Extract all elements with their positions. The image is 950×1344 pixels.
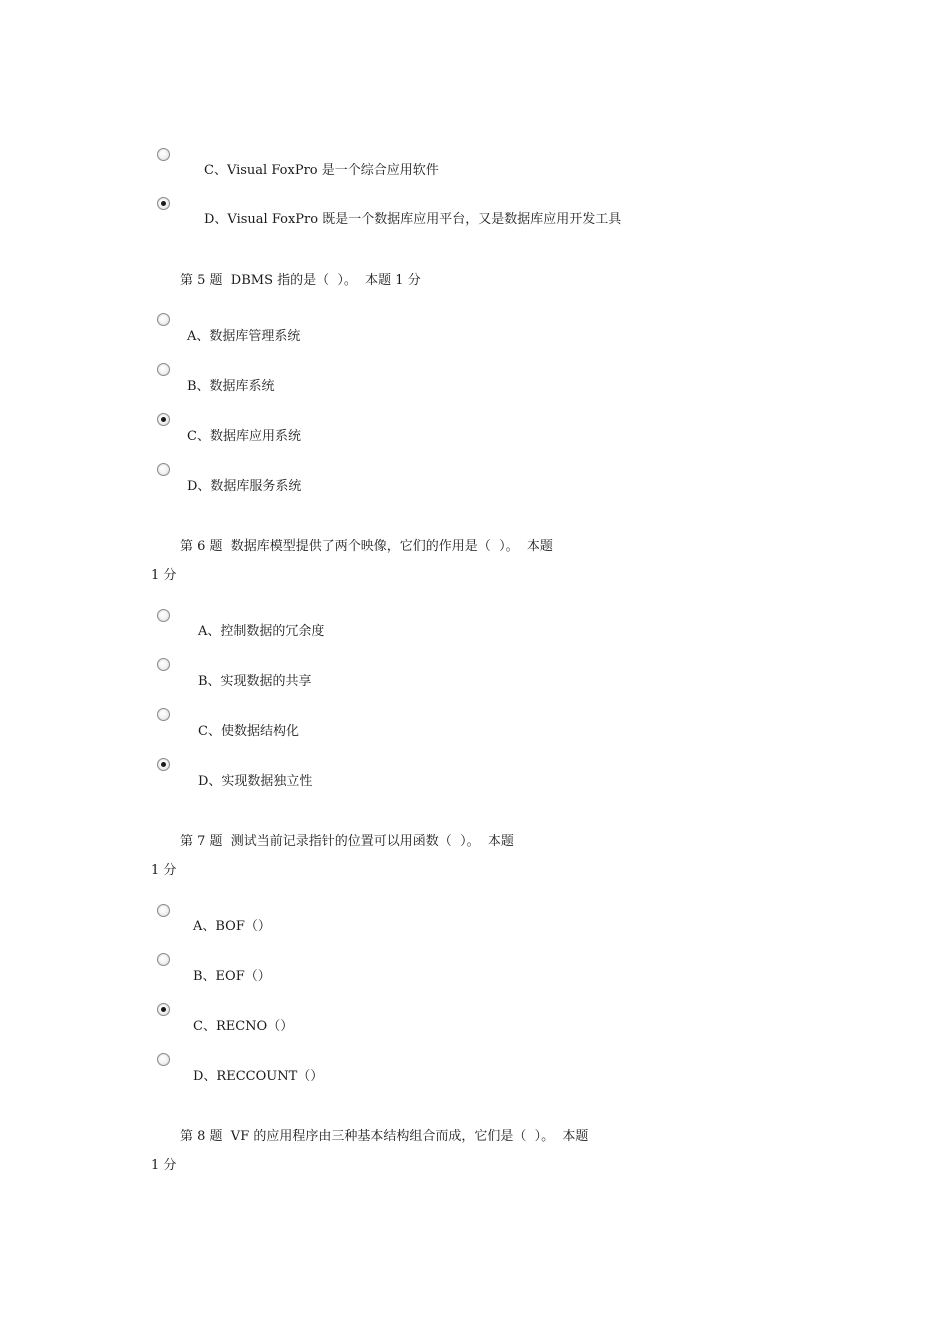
radio-q4-d[interactable] (157, 197, 170, 210)
option-q4-d: D、Visual FoxPro 既是一个数据库应用平台，又是数据库应用开发工具 (204, 212, 622, 227)
radio-q5-b[interactable] (157, 363, 170, 376)
option-q6-b: B、实现数据的共享 (198, 674, 312, 689)
question-5: 第 5 题 DBMS 指的是（ ）。 本题 1 分 (180, 273, 421, 288)
option-q6-a: A、控制数据的冗余度 (198, 624, 325, 639)
radio-q5-a[interactable] (157, 313, 170, 326)
radio-q6-a[interactable] (157, 609, 170, 622)
option-q5-d: D、数据库服务系统 (187, 479, 302, 494)
option-q4-c: C、Visual FoxPro 是一个综合应用软件 (204, 163, 439, 178)
radio-q7-c[interactable] (157, 1003, 170, 1016)
option-q6-d: D、实现数据独立性 (198, 774, 313, 789)
question-7-score: 1 分 (151, 863, 177, 878)
radio-q7-a[interactable] (157, 904, 170, 917)
option-q7-d: D、RECCOUNT（） (193, 1069, 324, 1084)
radio-selected-dot (161, 417, 166, 422)
radio-q6-b[interactable] (157, 658, 170, 671)
radio-q6-c[interactable] (157, 708, 170, 721)
radio-selected-dot (161, 762, 166, 767)
option-q5-b: B、数据库系统 (187, 379, 275, 394)
radio-q6-d[interactable] (157, 758, 170, 771)
radio-q5-c[interactable] (157, 413, 170, 426)
question-8-score: 1 分 (151, 1158, 177, 1173)
question-8: 第 8 题 VF 的应用程序由三种基本结构组合而成，它们是（ ）。 本题 (180, 1129, 589, 1144)
question-6-score: 1 分 (151, 568, 177, 583)
option-q5-a: A、数据库管理系统 (187, 329, 301, 344)
option-q7-a: A、BOF（） (193, 919, 271, 934)
radio-selected-dot (161, 1007, 166, 1012)
radio-selected-dot (161, 201, 166, 206)
option-q7-b: B、EOF（） (193, 969, 271, 984)
radio-q7-d[interactable] (157, 1053, 170, 1066)
question-6: 第 6 题 数据库模型提供了两个映像，它们的作用是（ ）。 本题 (180, 539, 553, 554)
radio-q4-c[interactable] (157, 148, 170, 161)
question-7: 第 7 题 测试当前记录指针的位置可以用函数（ ）。 本题 (180, 834, 514, 849)
radio-q7-b[interactable] (157, 953, 170, 966)
option-q6-c: C、使数据结构化 (198, 724, 299, 739)
option-q7-c: C、RECNO（） (193, 1019, 294, 1034)
option-q5-c: C、数据库应用系统 (187, 429, 301, 444)
radio-q5-d[interactable] (157, 463, 170, 476)
